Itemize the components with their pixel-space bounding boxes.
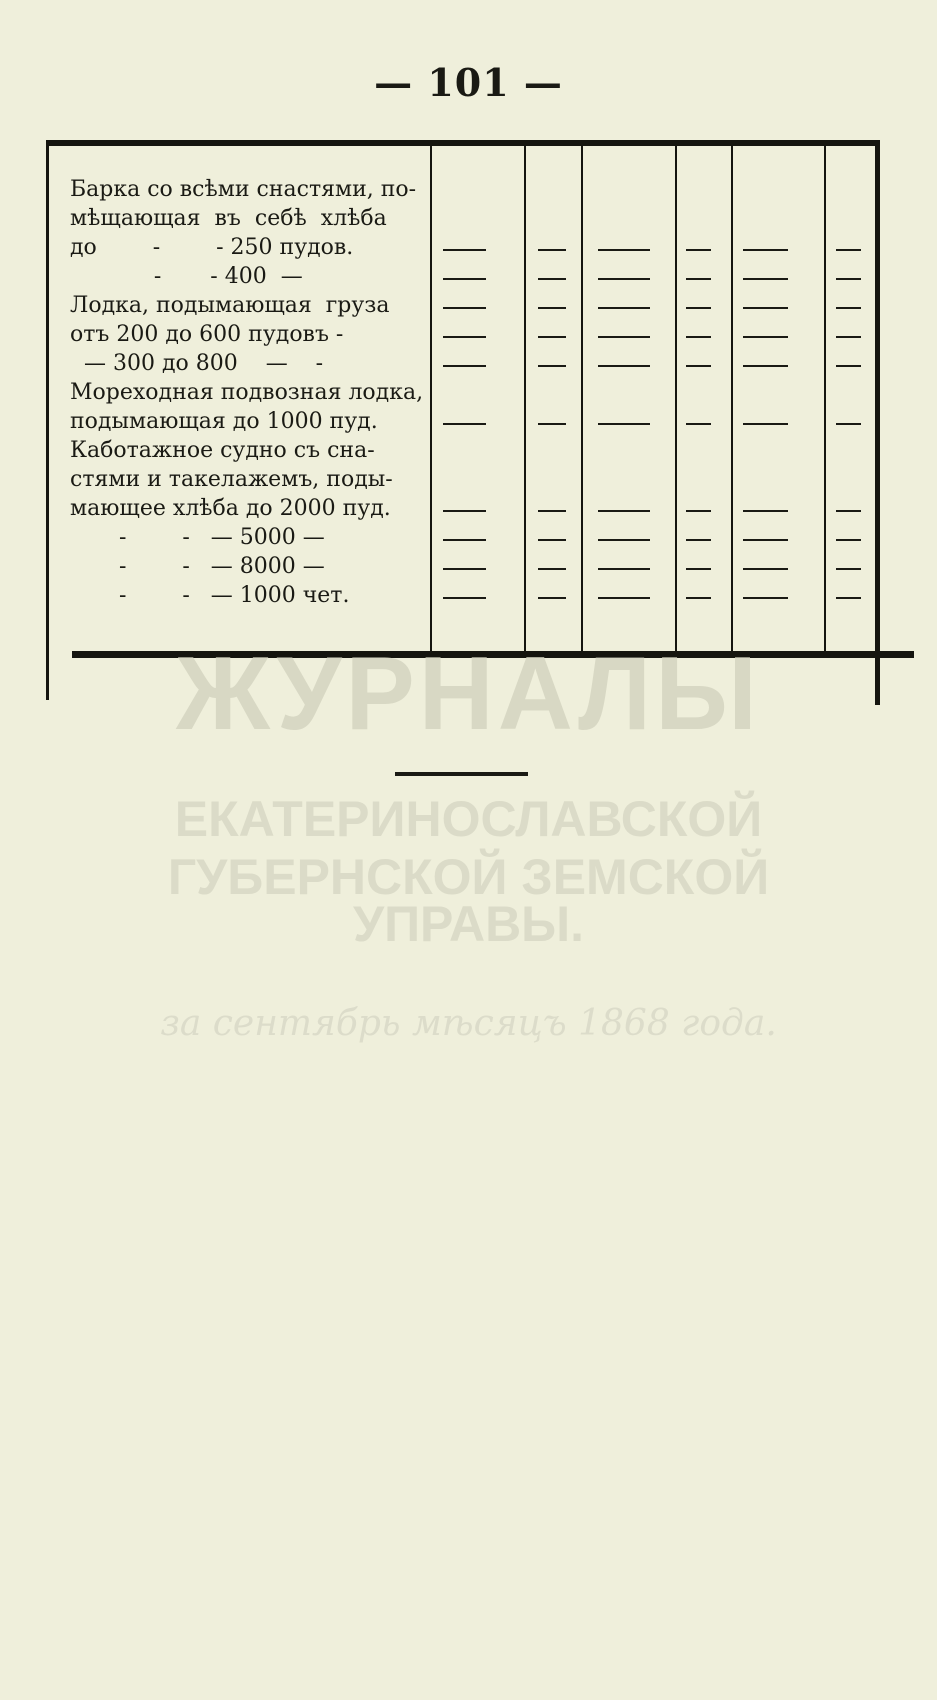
empty-cell-dash [836,249,861,251]
table-row-label: мающее хлѣба до 2000 пуд. [70,496,391,521]
data-table [46,140,880,700]
section-divider [395,772,528,776]
empty-cell-dash [443,365,486,367]
empty-cell-dash [836,423,861,425]
empty-cell-dash [538,365,566,367]
empty-cell-dash [443,568,486,570]
empty-cell-dash [836,539,861,541]
empty-cell-dash [686,597,711,599]
table-row-label: — 300 до 800 — - [70,351,324,376]
empty-cell-dash [836,597,861,599]
empty-cell-dash [743,336,788,338]
empty-cell-dash [686,539,711,541]
empty-cell-dash [598,249,650,251]
empty-cell-dash [743,249,788,251]
empty-cell-dash [686,307,711,309]
table-row-label: - - 400 — [70,264,303,289]
empty-cell-dash [598,568,650,570]
empty-cell-dash [598,510,650,512]
empty-cell-dash [836,336,861,338]
empty-cell-dash [686,336,711,338]
empty-cell-dash [538,568,566,570]
empty-cell-dash [598,423,650,425]
table-left-border [46,140,49,700]
empty-cell-dash [836,365,861,367]
empty-cell-dash [743,423,788,425]
table-row-label: стями и такелажемъ, поды- [70,467,393,492]
empty-cell-dash [686,278,711,280]
empty-cell-dash [836,278,861,280]
empty-cell-dash [743,365,788,367]
empty-cell-dash [598,336,650,338]
empty-cell-dash [443,249,486,251]
empty-cell-dash [443,336,486,338]
empty-cell-dash [836,510,861,512]
empty-cell-dash [538,307,566,309]
empty-cell-dash [443,423,486,425]
empty-cell-dash [836,307,861,309]
empty-cell-dash [743,597,788,599]
empty-cell-dash [686,568,711,570]
empty-cell-dash [743,539,788,541]
empty-cell-dash [538,249,566,251]
empty-cell-dash [538,336,566,338]
column-separator [581,144,583,652]
backprint-date: за сентябрь мѣсяцъ 1868 года. [160,1003,777,1044]
empty-cell-dash [743,307,788,309]
backprint-line1: ЕКАТЕРИНОСЛАВСКОЙ ГУБЕРНСКОЙ ЗЕМСКОЙ [167,791,770,905]
column-separator [430,144,432,652]
empty-cell-dash [598,278,650,280]
empty-cell-dash [538,510,566,512]
empty-cell-dash [686,249,711,251]
table-row-label: - - — 1000 чет. [70,583,350,608]
column-separator [524,144,526,652]
table-right-border [875,140,880,705]
empty-cell-dash [598,365,650,367]
table-row-label: Барка со всѣми снастями, по- [70,177,417,202]
table-row-label: Лодка, подымающая груза [70,293,390,318]
column-separator [731,144,733,652]
table-row-label: Мореходная подвозная лодка, [70,380,424,405]
page-number: — 101 — [374,60,563,105]
empty-cell-dash [538,278,566,280]
table-row-label: мѣщающая въ себѣ хлѣба [70,206,387,231]
empty-cell-dash [538,423,566,425]
empty-cell-dash [686,423,711,425]
empty-cell-dash [443,307,486,309]
empty-cell-dash [743,510,788,512]
empty-cell-dash [686,365,711,367]
empty-cell-dash [443,597,486,599]
empty-cell-dash [538,597,566,599]
empty-cell-dash [598,597,650,599]
table-row-label: Каботажное судно съ сна- [70,438,375,463]
table-row-label: до - - 250 пудов. [70,235,354,260]
column-separator [675,144,677,652]
empty-cell-dash [443,278,486,280]
empty-cell-dash [743,568,788,570]
backprint-title: ЖУРНАЛЫ [176,636,761,752]
empty-cell-dash [598,539,650,541]
table-row-label: - - — 5000 — [70,525,325,550]
empty-cell-dash [538,539,566,541]
backprint-line2: УПРАВЫ. [352,896,585,952]
empty-cell-dash [836,568,861,570]
table-top-rule [46,140,880,146]
column-separator [824,144,826,652]
empty-cell-dash [743,278,788,280]
table-row-label: - - — 8000 — [70,554,325,579]
table-row-label: подымающая до 1000 пуд. [70,409,378,434]
empty-cell-dash [443,539,486,541]
empty-cell-dash [686,510,711,512]
table-row-label: отъ 200 до 600 пудовъ - [70,322,344,347]
empty-cell-dash [443,510,486,512]
empty-cell-dash [598,307,650,309]
